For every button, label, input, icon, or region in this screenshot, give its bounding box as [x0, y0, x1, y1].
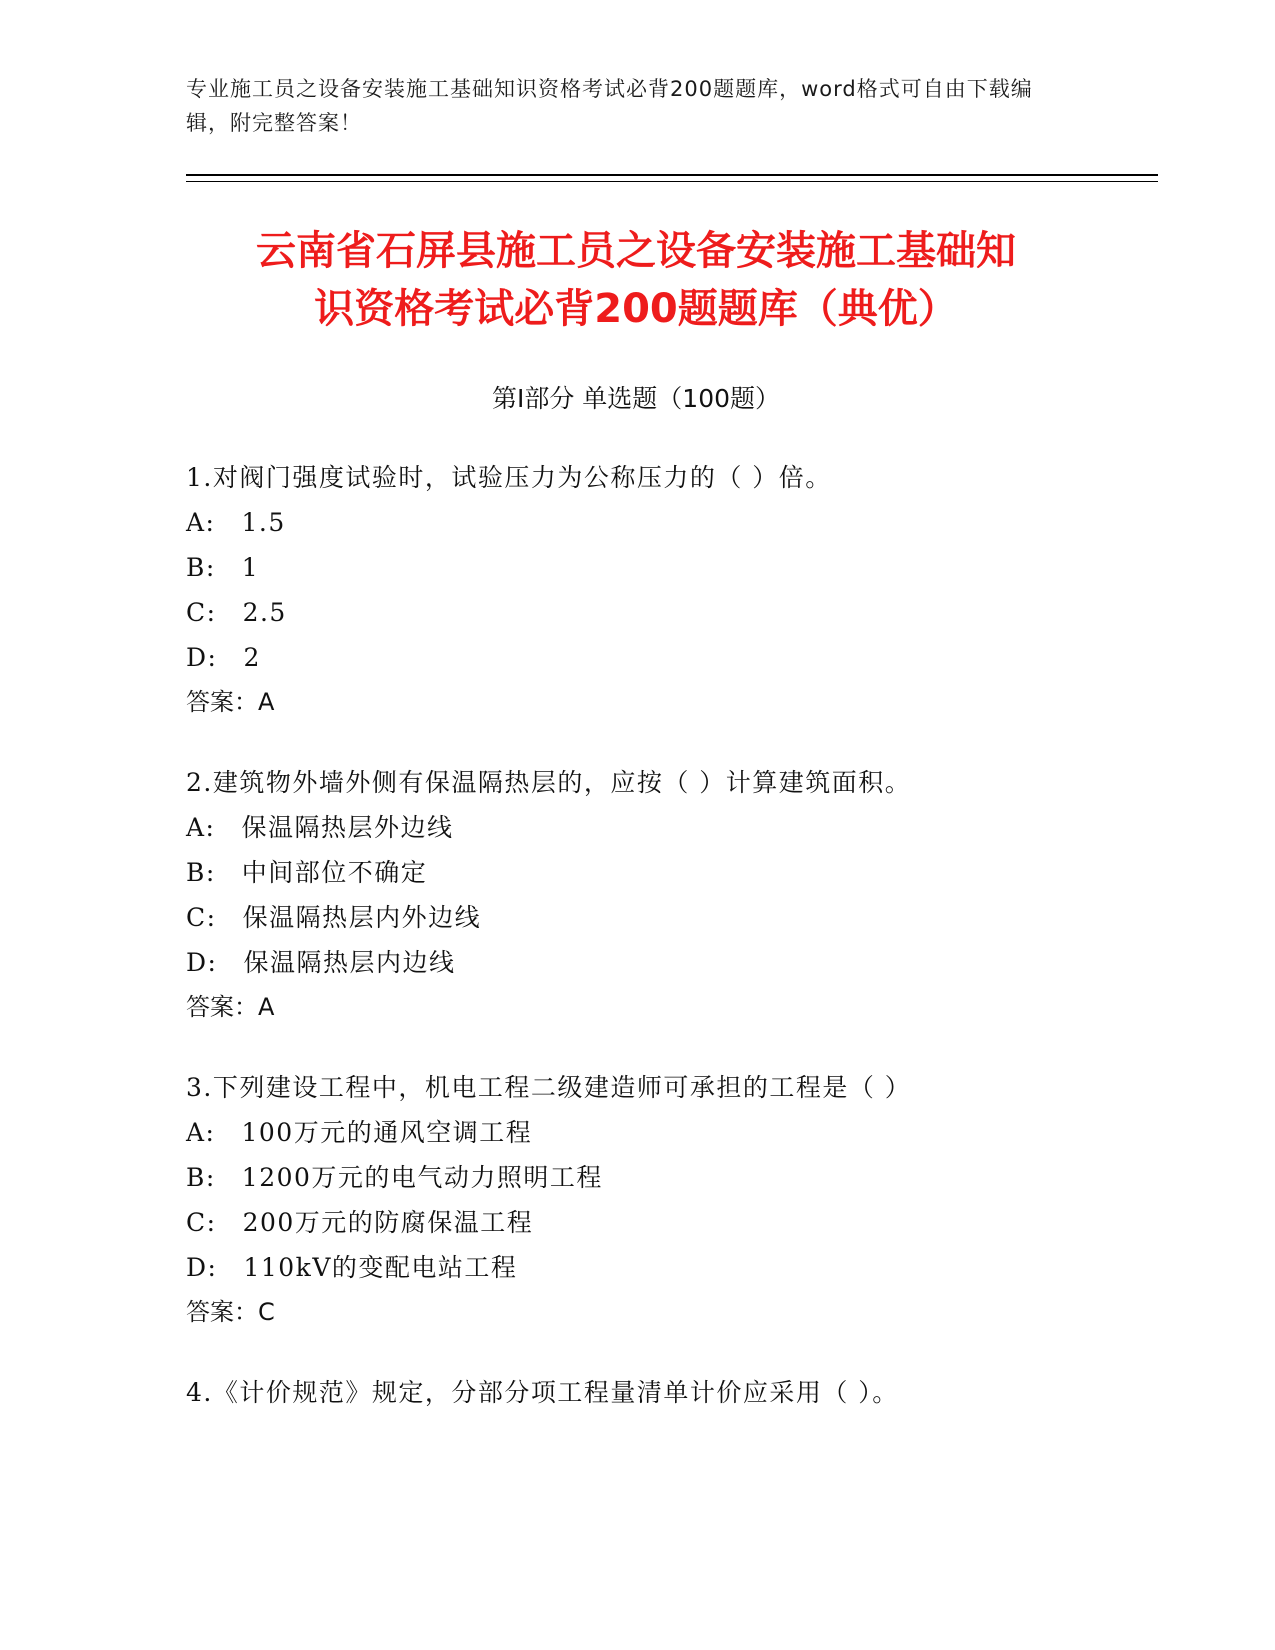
option-text: 保温隔热层外边线: [241, 813, 454, 842]
option-letter: C:: [186, 598, 217, 627]
option-text: 2.5: [242, 598, 287, 627]
option-d: [186, 635, 1166, 680]
option-b: [186, 1155, 1166, 1200]
option-letter: D:: [186, 1253, 218, 1282]
option-letter: B:: [186, 1163, 216, 1192]
option-text: 保温隔热层内边线: [243, 948, 456, 977]
question-stem: 2.建筑物外墙外侧有保温隔热层的，应按（ ）计算建筑面积。: [186, 768, 912, 797]
question-stem: 3.下列建设工程中，机电工程二级建造师可承担的工程是（ ）: [186, 1073, 912, 1102]
document-title-line-1: 云南省石屏县施工员之设备安装施工基础知: [256, 228, 1016, 274]
option-letter: C:: [186, 1208, 217, 1237]
option-letter: A:: [186, 1118, 216, 1147]
option-a: [186, 500, 1166, 545]
answer-line: 答案：A: [186, 688, 275, 716]
option-text: 110kV的变配电站工程: [243, 1253, 518, 1282]
section-title: 第I部分 单选题（100题）: [491, 384, 781, 413]
document-title-line-2: 识资格考试必背200题题库（典优）: [314, 286, 958, 332]
option-text: 2: [243, 643, 261, 672]
header-rule-thin: [186, 181, 1158, 182]
option-letter: B:: [186, 858, 216, 887]
option-text: 1.5: [241, 508, 286, 537]
option-c: [186, 1200, 1166, 1245]
option-d: [186, 940, 1166, 985]
option-letter: A:: [186, 508, 216, 537]
question-3: [186, 1065, 1166, 1335]
option-text: 1: [241, 553, 260, 582]
option-letter: D:: [186, 948, 218, 977]
option-letter: D:: [186, 643, 218, 672]
question-stem: 4.《计价规范》规定，分部分项工程量清单计价应采用（ ）。: [186, 1378, 899, 1407]
option-text: 100万元的通风空调工程: [241, 1118, 533, 1147]
option-letter: A:: [186, 813, 216, 842]
header-rule-thick: [186, 174, 1158, 176]
option-b: [186, 545, 1166, 590]
option-text: 保温隔热层内外边线: [242, 903, 482, 932]
option-letter: C:: [186, 903, 217, 932]
option-a: [186, 805, 1166, 850]
question-4: [186, 1370, 1166, 1415]
question-1: [186, 455, 1166, 725]
header-note: 专业施工员之设备安装施工基础知识资格考试必背200题题库，word格式可自由下载编辑，附完整答案！: [186, 77, 1033, 135]
answer-line: 答案：A: [186, 993, 275, 1021]
question-stem: 1.对阀门强度试验时，试验压力为公称压力的（ ）倍。: [186, 463, 832, 492]
option-a: [186, 1110, 1166, 1155]
option-d: [186, 1245, 1166, 1290]
option-text: 中间部位不确定: [241, 858, 428, 887]
option-text: 1200万元的电气动力照明工程: [241, 1163, 603, 1192]
option-c: [186, 895, 1166, 940]
option-letter: B:: [186, 553, 216, 582]
question-2: [186, 760, 1166, 1030]
option-c: [186, 590, 1166, 635]
option-b: [186, 850, 1166, 895]
answer-line: 答案：C: [186, 1298, 275, 1326]
option-text: 200万元的防腐保温工程: [242, 1208, 534, 1237]
document-title: [186, 222, 1086, 338]
